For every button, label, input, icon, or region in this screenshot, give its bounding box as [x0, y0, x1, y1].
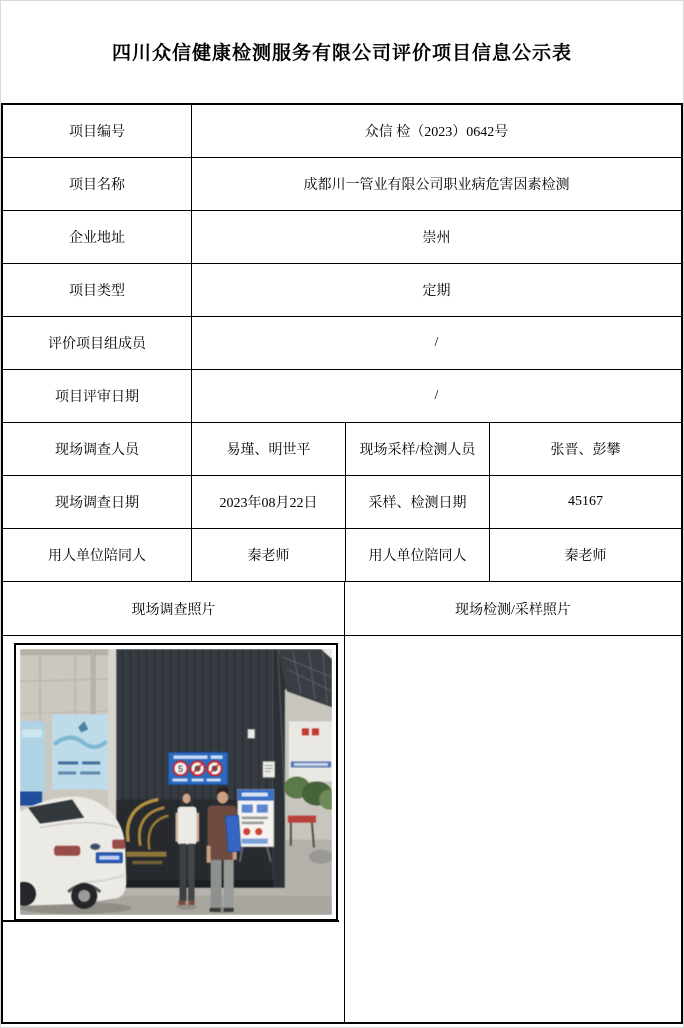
team-members-label: 评价项目组成员 — [3, 317, 192, 369]
blue-safety-sign — [168, 752, 227, 784]
pants — [211, 860, 222, 909]
survey-date-label: 现场调查日期 — [3, 476, 192, 528]
project-number-label: 项目编号 — [3, 105, 192, 157]
wall-notice — [263, 761, 275, 777]
blue-folder — [225, 815, 241, 852]
face — [183, 794, 191, 804]
tail-light — [112, 840, 125, 849]
factory-entrance-photo — [20, 649, 332, 915]
project-type-label: 项目类型 — [3, 264, 192, 316]
far-building — [289, 721, 332, 781]
survey-date-value: 2023年08月22日 — [192, 476, 346, 528]
site-survey-photo — [14, 643, 338, 921]
company-address-value: 崇州 — [422, 231, 451, 246]
review-date-label: 项目评审日期 — [3, 370, 192, 422]
escort-left-value: 秦老师 — [192, 529, 346, 581]
svg-text:5: 5 — [178, 763, 184, 774]
warehouse-entrance — [279, 649, 332, 888]
table-row — [3, 264, 681, 317]
shoes — [179, 901, 186, 905]
car-badge — [90, 843, 100, 849]
project-type-value: 定期 — [422, 284, 451, 299]
site-survey-photo-image — [20, 649, 332, 915]
project-number-value: 众信 检（2023）0642号 — [364, 125, 509, 140]
white-shirt — [178, 807, 197, 845]
review-date-value: / — [434, 388, 439, 403]
table-row — [3, 529, 681, 582]
table-row — [3, 105, 681, 158]
tail-light — [54, 846, 80, 856]
company-address-label: 企业地址 — [3, 211, 192, 263]
sampling-photo-cell — [345, 636, 681, 1022]
escort-right-label: 用人单位陪同人 — [346, 529, 490, 581]
pants — [180, 844, 187, 901]
project-name-value: 成都川一管业有限公司职业病危害因素检测 — [303, 178, 570, 193]
sampling-photo-caption: 现场检测/采样照片 — [455, 602, 571, 618]
info-table — [1, 103, 683, 1024]
photo-row — [3, 636, 681, 1022]
table-row — [3, 211, 681, 264]
wall-tag — [248, 729, 255, 738]
red-bench — [288, 816, 316, 823]
red-sign — [302, 728, 309, 735]
sampling-personnel-value: 张晋、彭攀 — [550, 443, 621, 458]
survey-photo-caption: 现场调查照片 — [3, 582, 345, 635]
table-row — [3, 582, 681, 636]
table-row — [3, 158, 681, 211]
escort-right-value: 秦老师 — [564, 549, 607, 564]
table-row — [3, 317, 681, 370]
survey-personnel-value: 易瑾、明世平 — [192, 423, 346, 475]
face — [217, 792, 228, 804]
project-name-label: 项目名称 — [3, 158, 192, 210]
sampling-date-label: 采样、检测日期 — [346, 476, 490, 528]
sampling-date-value: 45167 — [568, 494, 603, 509]
sampling-personnel-label: 现场采样/检测人员 — [346, 423, 490, 475]
table-row — [3, 370, 681, 423]
escort-left-label: 用人单位陪同人 — [3, 529, 192, 581]
page-title: 四川众信健康检测服务有限公司评价项目信息公示表 — [111, 43, 572, 64]
team-members-value: / — [434, 335, 439, 350]
table-row — [3, 423, 681, 476]
survey-personnel-label: 现场调查人员 — [3, 423, 192, 475]
shoes — [210, 908, 221, 912]
table-row — [3, 476, 681, 529]
